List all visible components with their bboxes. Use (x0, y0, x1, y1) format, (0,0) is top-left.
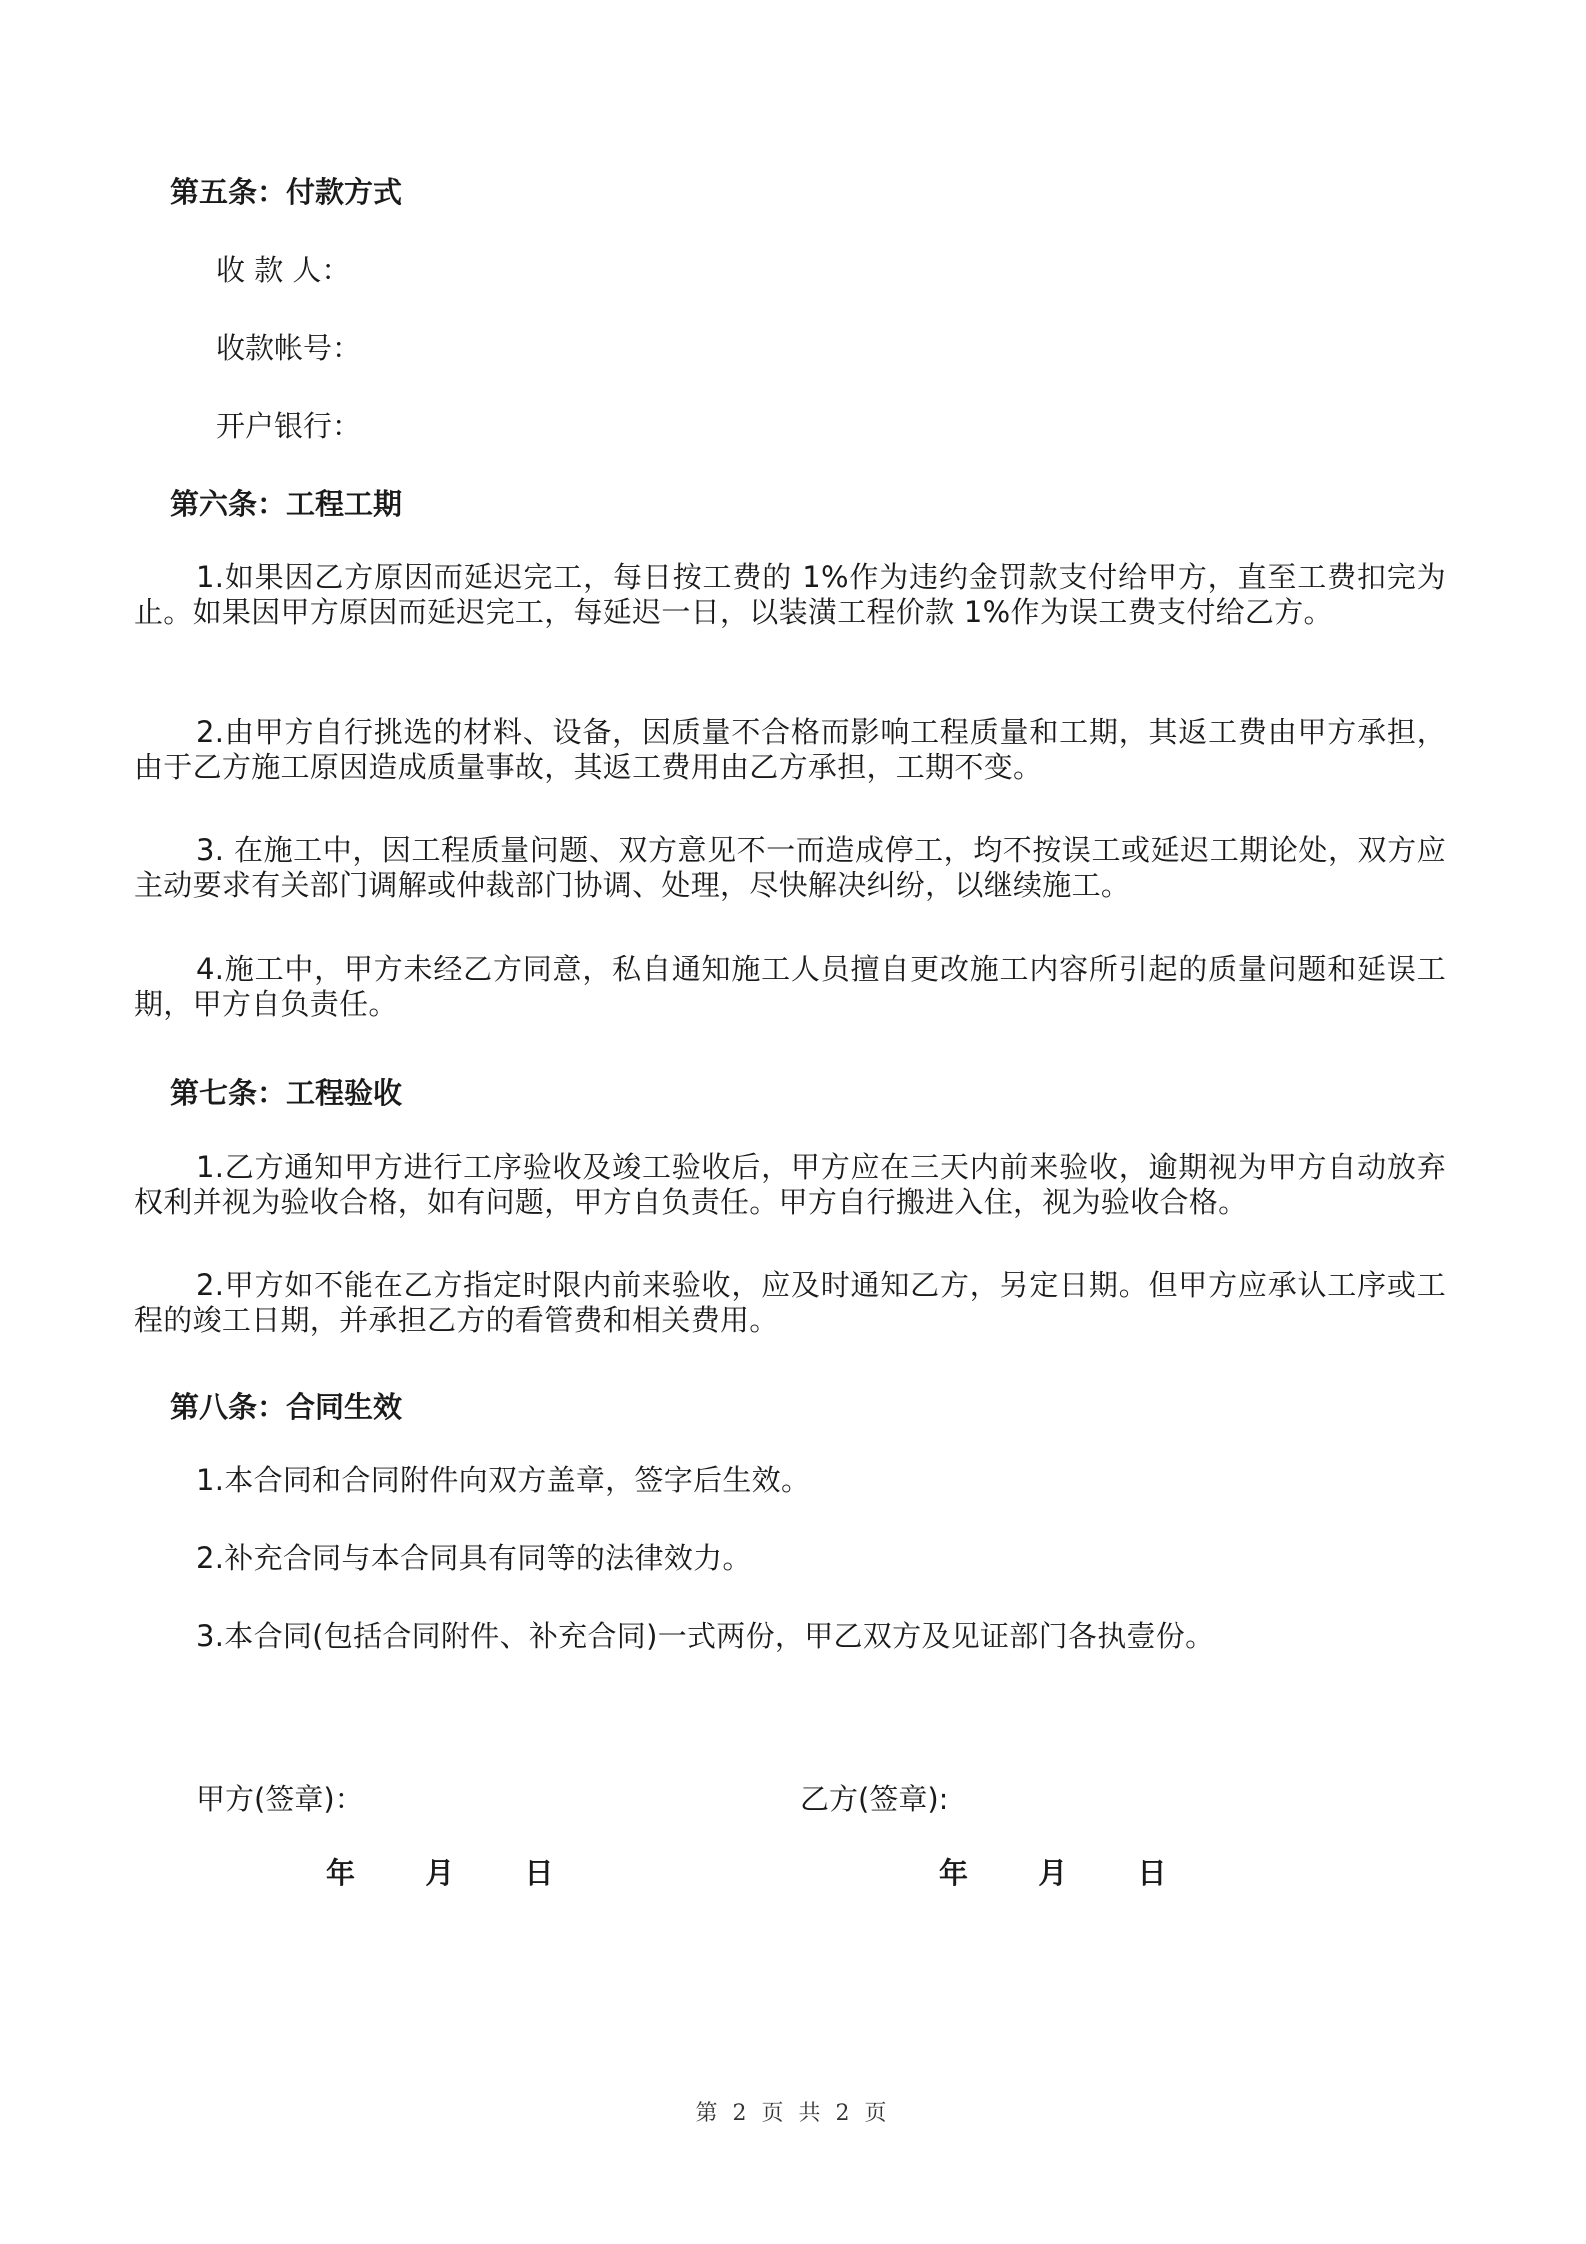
year-label: 年 (326, 1856, 356, 1890)
party-a-signature-label: 甲方(签章)： (196, 1782, 364, 1816)
party-b-date (939, 1851, 1166, 1892)
section-6-item: 4.施工中，甲方未经乙方同意，私自通知施工人员擅自更改施工内容所引起的质量问题和延误工期，甲方自负责任。 (134, 952, 1446, 1021)
section-6-item: 3. 在施工中，因工程质量问题、双方意见不一而造成停工，均不按误工或延迟工期论处，双方应主动要求有关部门调解或仲裁部门协调、处理，尽快解决纠纷，以继续施工。 (134, 833, 1446, 902)
bank-label: 开户银行： (216, 409, 362, 443)
section-7-item: 2.甲方如不能在乙方指定时限内前来验收，应及时通知乙方，另定日期。但甲方应承认工序或工程的竣工日期，并承担乙方的看管费和相关费用。 (134, 1268, 1446, 1337)
party-a-date (326, 1851, 553, 1892)
page-footer: 第 2 页 共 2 页 (695, 2101, 891, 2126)
section-6-item: 2.由甲方自行挑选的材料、设备，因质量不合格而影响工程质量和工期，其返工费由甲方承担，由于乙方施工原因造成质量事故，其返工费用由乙方承担，工期不变。 (134, 715, 1446, 784)
day-label: 日 (524, 1856, 554, 1890)
section-8-item: 3.本合同(包括合同附件、补充合同)一式两份，甲乙双方及见证部门各执壹份。 (196, 1619, 1215, 1653)
section-5-heading: 第五条：付款方式 (170, 175, 403, 209)
account-label: 收款帐号： (216, 331, 362, 365)
section-8-item: 2.补充合同与本合同具有同等的法律效力。 (196, 1541, 752, 1575)
section-7-item: 1.乙方通知甲方进行工序验收及竣工验收后，甲方应在三天内前来验收，逾期视为甲方自动放弃权利并视为验收合格，如有问题，甲方自负责任。甲方自行搬进入住，视为验收合格。 (134, 1150, 1446, 1219)
day-label: 日 (1137, 1856, 1167, 1890)
year-label: 年 (939, 1856, 969, 1890)
party-b-signature-label: 乙方(签章): (800, 1782, 949, 1816)
payee-label: 收 款 人： (216, 253, 351, 287)
section-8-heading: 第八条：合同生效 (170, 1390, 403, 1424)
section-6-heading: 第六条：工程工期 (170, 487, 403, 521)
month-label: 月 (425, 1856, 455, 1890)
month-label: 月 (1038, 1856, 1068, 1890)
section-7-heading: 第七条：工程验收 (170, 1076, 403, 1110)
section-8-item: 1.本合同和合同附件向双方盖章，签字后生效。 (196, 1463, 811, 1497)
section-6-item: 1.如果因乙方原因而延迟完工，每日按工费的 1%作为违约金罚款支付给甲方，直至工费扣完为止。如果因甲方原因而延迟完工，每延迟一日，以装潢工程价款 1%作为误工费支付给乙方。 (134, 560, 1446, 629)
